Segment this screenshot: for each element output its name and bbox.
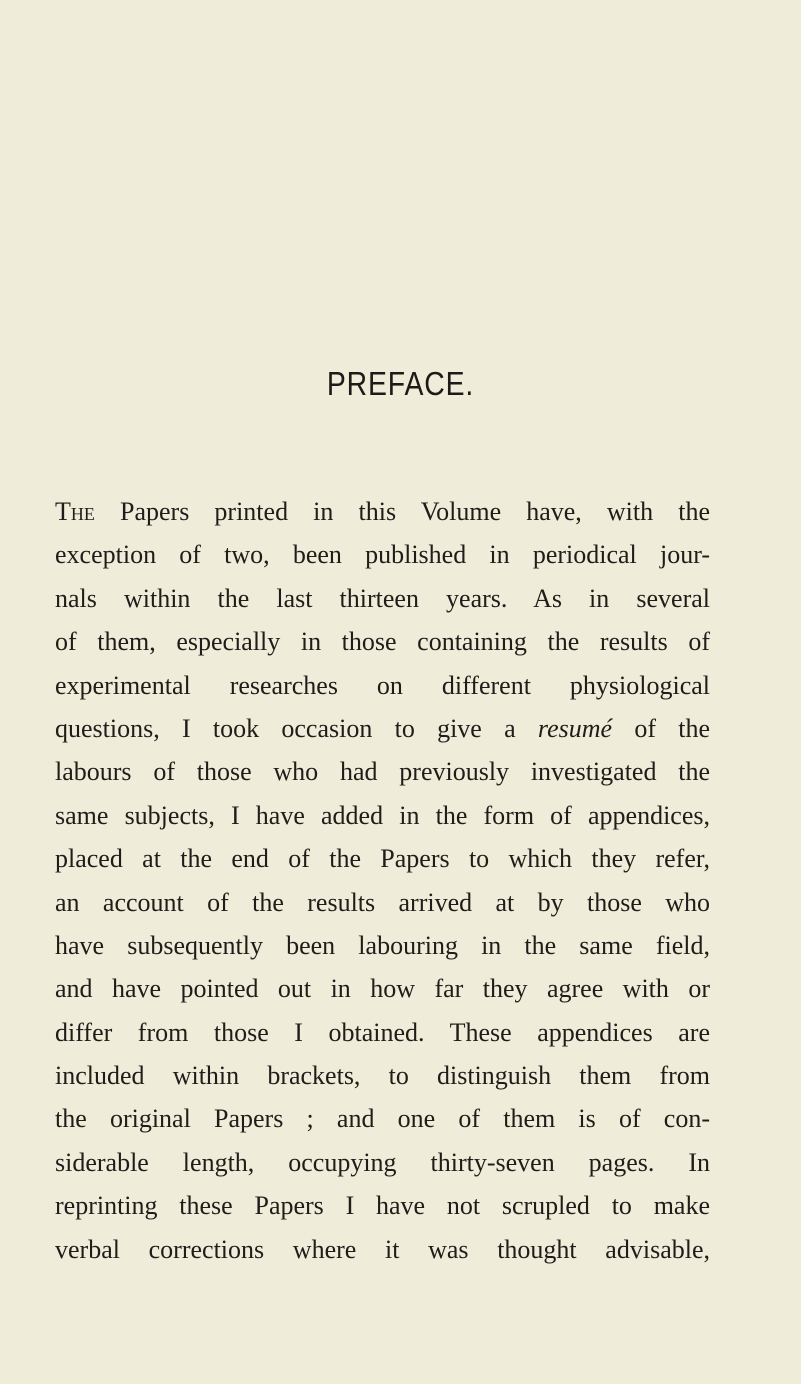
preface-paragraph bbox=[55, 490, 710, 1271]
text-line: experimental researches on different physiological bbox=[55, 670, 710, 700]
text-line: of them, especially in those containing the results of bbox=[55, 627, 710, 657]
opening-words: The bbox=[55, 497, 95, 526]
page-heading: PREFACE. bbox=[326, 365, 475, 402]
text-segment: of the bbox=[634, 713, 711, 743]
text-line: nals within the last thirteen years. As in several bbox=[55, 583, 710, 613]
text-segment: questions, I took occasion to give a bbox=[55, 713, 516, 743]
text-line: same subjects, I have added in the form of appendices, bbox=[55, 800, 710, 830]
italic-word: resumé bbox=[537, 713, 613, 743]
text-line: and have pointed out in how far they agree with or bbox=[55, 974, 710, 1004]
text-line: labours of those who had previously investigated the bbox=[55, 757, 710, 787]
text-line: the original Papers ; and one of them is of con- bbox=[55, 1104, 710, 1134]
text-line: placed at the end of the Papers to which they refer, bbox=[55, 844, 710, 874]
text-line bbox=[55, 707, 710, 750]
text-line: have subsequently been labouring in the same field, bbox=[55, 930, 710, 960]
text-line bbox=[55, 490, 710, 533]
text-line: verbal corrections where it was thought advisable, bbox=[55, 1234, 710, 1264]
text-line: siderable length, occupying thirty-seven pages. In bbox=[55, 1147, 710, 1177]
text-segment: Papers printed in this Volume have, with the bbox=[120, 497, 710, 526]
text-line: an account of the results arrived at by those who bbox=[55, 887, 710, 917]
text-line: included within brackets, to distinguish them from bbox=[55, 1061, 710, 1091]
text-line: reprinting these Papers I have not scrupled to make bbox=[55, 1191, 710, 1221]
text-line: exception of two, been published in periodical jour- bbox=[55, 540, 710, 570]
text-line: differ from those I obtained. These appendices are bbox=[55, 1017, 710, 1047]
